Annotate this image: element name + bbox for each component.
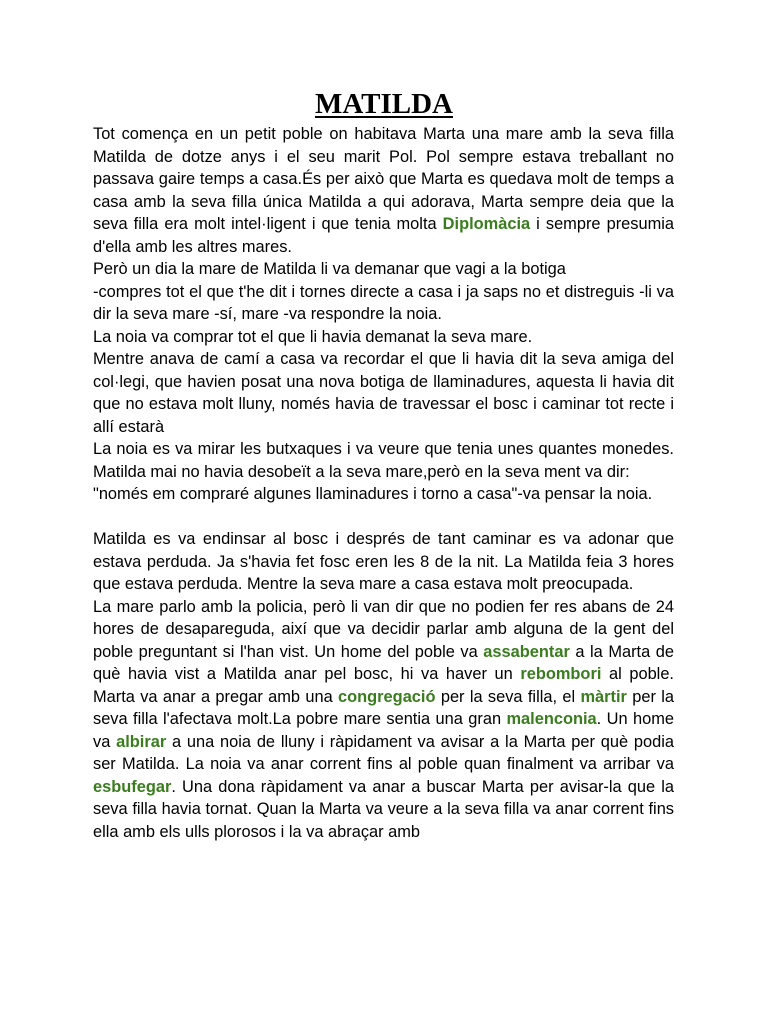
- paragraph: [93, 123, 674, 258]
- paragraph: [93, 326, 674, 349]
- paragraph: [93, 281, 674, 326]
- paragraph: [93, 528, 674, 596]
- highlighted-word: albirar: [116, 732, 167, 751]
- document-body: [93, 123, 674, 843]
- text-segment: La mare parlo amb la policia, però li van dir que no podien fer res abans de 24 hores de desapareguda, així que va decidir parlar amb alguna de la gent del poble preguntant si l'han vist. Un home del poble va: [93, 597, 674, 661]
- text-segment: i sempre presumia d'ella amb les altres mares.: [93, 215, 674, 256]
- text-segment: "només em compraré algunes llaminadures i torno a casa"-va pensar la noia.: [93, 485, 653, 503]
- text-segment: Matilda es va endinsar al bosc i després de tant caminar es va adonar que estava perduda. Ja s'havia fet fosc eren les 8 de la nit. La Matilda feia 3 hores que estava perduda. Mentre la seva mare a casa estava molt preocupada.: [93, 530, 674, 593]
- paragraph: [93, 438, 674, 483]
- highlighted-word: Diplomàcia: [442, 215, 531, 233]
- document-title: [0, 86, 768, 122]
- highlighted-word: esbufegar: [93, 777, 172, 796]
- paragraph: [93, 348, 674, 438]
- paragraph-spacer: [93, 506, 674, 529]
- highlighted-word: màrtir: [580, 687, 627, 706]
- text-segment: La noia es va mirar les butxaques i va veure que tenia unes quantes monedes. Matilda mai no havia desobeït a la seva mare,però en la seva ment va dir:: [93, 440, 674, 481]
- text-segment: per la seva filla l'afectava molt.La pobre mare sentia una gran: [93, 687, 675, 728]
- highlighted-word: malenconia: [506, 710, 597, 728]
- highlighted-word: assabentar: [483, 642, 570, 661]
- text-segment: al poble. Marta va anar a pregar amb una: [93, 665, 674, 706]
- text-segment: a la Marta de què havia vist a Matilda anar pel bosc, hi va haver un: [93, 642, 675, 683]
- highlighted-word: rebombori: [520, 665, 602, 683]
- text-segment: . Una dona ràpidament va anar a buscar Marta per avisar-la que la seva filla havia tornat. Quan la Marta va veure a la seva filla va anar corrent fins ella amb els ulls plorosos i la va abraçar amb: [93, 777, 674, 841]
- paragraph: [93, 483, 674, 506]
- text-segment: per la seva filla, el: [435, 687, 581, 706]
- text-segment: . Un home va: [93, 710, 674, 751]
- text-segment: Però un dia la mare de Matilda li va demanar que vagi a la botiga: [93, 260, 566, 278]
- text-segment: Mentre anava de camí a casa va recordar el que li havia dit la seva amiga del col·legi, que havien posat una nova botiga de llaminadures, aquesta li havia dit que no estava molt lluny, només havia de travessar el bosc i caminar tot recte i allí estarà: [93, 350, 674, 436]
- text-segment: La noia va comprar tot el que li havia demanat la seva mare.: [93, 327, 533, 346]
- text-segment: a una noia de lluny i ràpidament va avisar a la Marta per què podia ser Matilda. La noia va anar corrent fins al poble quan finalment va arribar va: [93, 732, 674, 773]
- text-segment: -compres tot el que t'he dit i tornes directe a casa i ja saps no et distreguis -li va dir la seva mare -sí, mare -va respondre la noia.: [93, 282, 674, 323]
- document-title-text: MATILDA: [314, 88, 454, 120]
- text-segment: Tot comença en un petit poble on habitava Marta una mare amb la seva filla Matilda de dotze anys i el seu marit Pol. Pol sempre estava treballant no passava gaire temps a casa.És per això que Marta es quedava molt de temps a casa amb la seva filla única Matilda a qui adorava, Marta sempre deia que la seva filla era molt intel·ligent i que tenia molta: [93, 125, 674, 233]
- paragraph: [93, 596, 674, 844]
- paragraph: [93, 258, 674, 281]
- highlighted-word: congregació: [338, 687, 436, 706]
